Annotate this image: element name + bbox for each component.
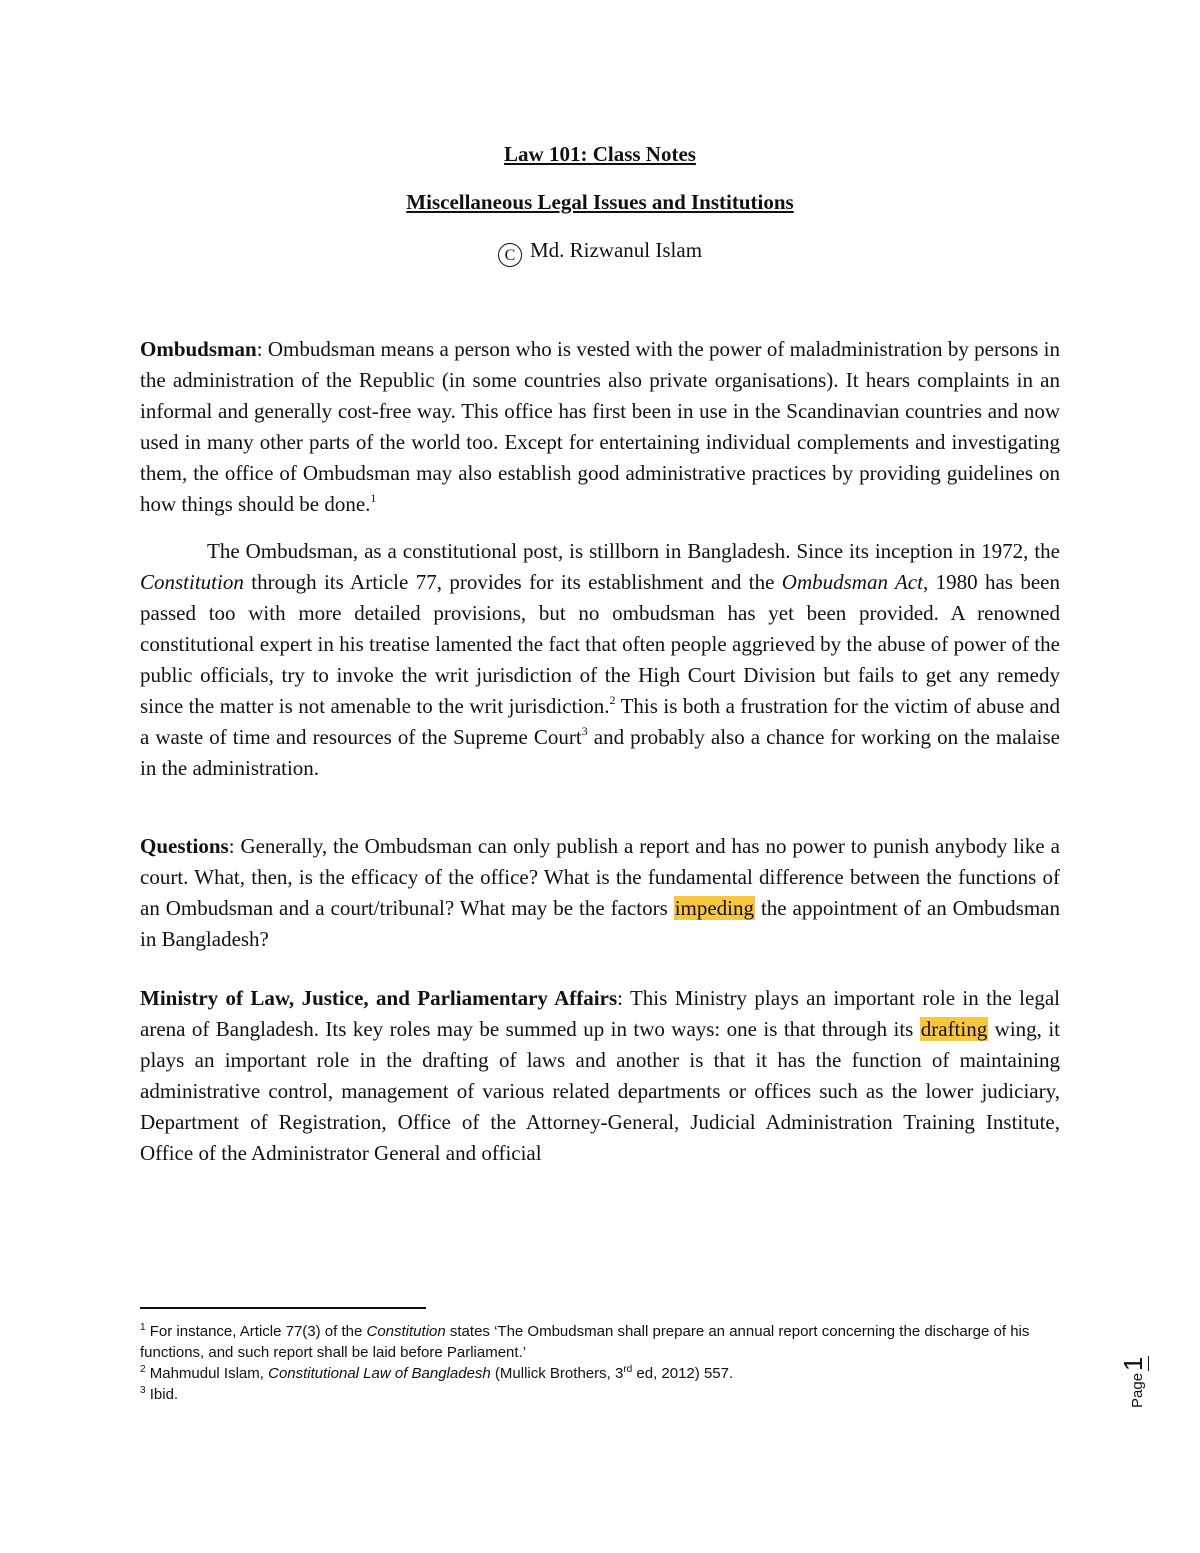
italic-term: Constitution — [366, 1323, 446, 1340]
paragraph-text: the appointment of an Ombudsman in Bangladesh? — [140, 896, 1060, 951]
author-line — [140, 238, 1060, 267]
page-number: 1 — [1118, 1356, 1148, 1371]
highlighted-word[interactable]: impeding — [674, 896, 755, 920]
footnote-text: Mahmudul Islam, — [145, 1365, 269, 1382]
paragraph-text: and probably also a chance for working on the malaise in the administration. — [140, 725, 1060, 780]
footnote-2 — [140, 1363, 1062, 1384]
paragraph-text: This is both a frustration for the victim of abuse and a waste of time and resources of the Supreme Court — [140, 694, 1060, 749]
italic-term: Constitution — [140, 570, 244, 594]
paragraph-text: The Ombudsman, as a constitutional post, is stillborn in Bangladesh. Since its inception in 1972, the — [207, 539, 1060, 563]
footnote-number: 2 — [140, 1364, 146, 1375]
author-name: Md. Rizwanul Islam — [529, 238, 703, 262]
italic-term: Ombudsman Act — [781, 570, 923, 594]
footnote-text: (Mullick Brothers, 3 — [490, 1365, 624, 1382]
footnote-text: ed, 2012) 557. — [632, 1365, 734, 1382]
footnote-text: states ‘The Ombudsman shall prepare an annual report concerning the discharge of his functions, and such report shall be laid before Parliament.’ — [140, 1323, 1030, 1361]
paragraph-text: through its Article 77, provides for its establishment and the — [243, 570, 782, 594]
footnote-number: 3 — [140, 1385, 146, 1396]
highlighted-word[interactable]: drafting — [920, 1017, 988, 1041]
paragraph-text: wing, it plays an important role in the drafting of laws and another is that it has the function of maintaining administrative control, management of various related departments or offices such as the lower judiciary, Department of Registration, Office of the Attorney-General, Judicial Administration Training Institute, Office of the Administrator General and official — [140, 1017, 1060, 1165]
footnote-number: 1 — [140, 1322, 146, 1333]
footnote-ref[interactable]: 1 — [370, 491, 377, 505]
paragraph-heading: Ombudsman — [140, 337, 257, 361]
document-subtitle: Miscellaneous Legal Issues and Institutions — [406, 190, 794, 214]
paragraph-text: : Generally, the Ombudsman can only publish a report and has no power to punish anybody like a court. What, then, is the efficacy of the office? What is the fundamental difference between the functions of an Ombudsman and a court/tribunal? What may be the factors — [140, 834, 1060, 920]
page-word: Page — [1129, 1372, 1146, 1408]
ordinal-suffix: rd — [623, 1364, 633, 1375]
footnote-ref[interactable]: 3 — [581, 724, 588, 738]
footnote-separator — [140, 1307, 426, 1309]
paragraph-text: : This Ministry plays an important role in the legal arena of Bangladesh. Its key roles may be summed up in two ways: one is that through its — [140, 986, 1060, 1041]
footnote-text: Ibid. — [145, 1386, 179, 1403]
paragraph-ombudsman — [140, 334, 1060, 520]
page-number-label — [1118, 1340, 1158, 1410]
paragraph-text: : Ombudsman means a person who is vested with the power of maladministration by persons in the administration of the Republic (in some countries also private organisations). It hears complaints in an informal and generally cost-free way. This office has first been in use in the Scandinavian countries and now used in many other parts of the world too. Except for entertaining individual complements and investigating them, the office of Ombudsman may also establish good administrative practices by providing guidelines on how things should be done. — [140, 337, 1060, 516]
paragraph-ministry — [140, 983, 1060, 1169]
paragraph-stillborn — [140, 536, 1060, 784]
footnote-text: For instance, Article 77(3) of the — [145, 1323, 367, 1340]
paragraph-questions — [140, 831, 1060, 955]
copyright-icon: C — [498, 243, 522, 267]
document-title: Law 101: Class Notes — [504, 142, 696, 166]
paragraph-heading: Ministry of Law, Justice, and Parliamentary Affairs — [140, 986, 618, 1010]
paragraph-heading: Questions — [140, 834, 229, 858]
paragraph-text: , 1980 has been passed too with more detailed provisions, but no ombudsman has yet been provided. A renowned constitutional expert in his treatise lamented the fact that often people aggrieved by the abuse of power of the public officials, try to invoke the writ jurisdiction of the High Court Division but fails to get any remedy since the matter is not amenable to the writ jurisdiction. — [140, 570, 1060, 718]
footnotes — [140, 1321, 1062, 1405]
footnote-3 — [140, 1384, 1062, 1405]
footnote-1 — [140, 1321, 1062, 1363]
italic-title: Constitutional Law of Bangladesh — [268, 1365, 491, 1382]
footnote-ref[interactable]: 2 — [609, 693, 616, 707]
